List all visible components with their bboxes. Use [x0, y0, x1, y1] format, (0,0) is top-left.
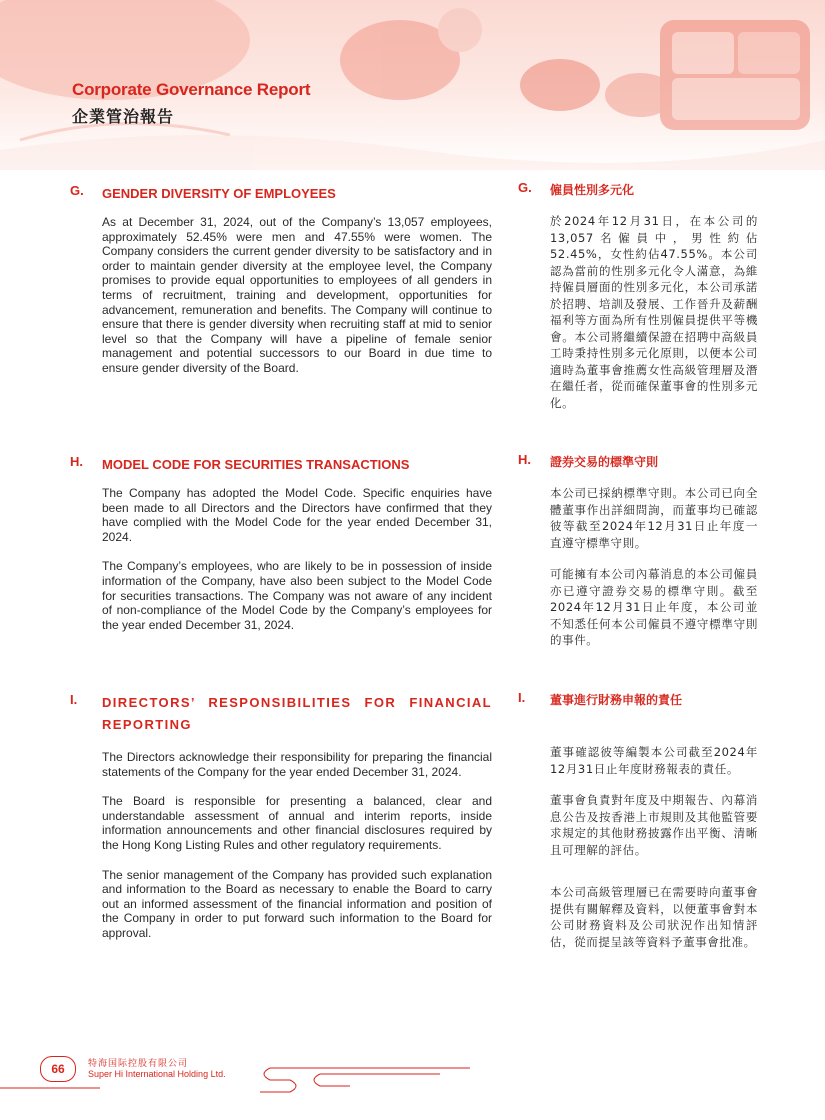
section-h-zh: [518, 452, 758, 649]
section-letter: H.: [518, 452, 531, 467]
section-title-zh: 僱員性別多元化: [550, 183, 635, 197]
section-title: DIRECTORS’ RESPONSIBILITIES FOR FINANCIAL REPORTING: [102, 695, 492, 732]
section-letter: I.: [518, 690, 526, 705]
section-letter: G.: [70, 183, 84, 198]
header-banner: [0, 0, 825, 170]
section-title: GENDER DIVERSITY OF EMPLOYEES: [102, 186, 336, 201]
page-number: 66: [40, 1056, 76, 1082]
section-i-zh: [518, 690, 758, 950]
section-paragraph: The Company’s employees, who are likely to be in possession of inside information of the Company, have also been subject to the Model Code for securities transactions. The Company was not aware of any incident of non-compliance of the Model Code by the Company’s employees for the year ended December 31, 2024.: [102, 559, 492, 632]
section-letter: H.: [70, 454, 83, 469]
company-name-en: Super Hi International Holding Ltd.: [88, 1069, 226, 1079]
page-footer: [0, 1040, 825, 1120]
section-paragraph: The Company has adopted the Model Code. Specific enquiries have been made to all Directors and the Directors have confirmed that they have complied with the Model Code for the year ended December 31, 2024.: [102, 486, 492, 544]
section-i-en: [70, 692, 492, 941]
report-title: Corporate Governance Report: [72, 80, 311, 99]
section-title-zh: 董事進行財務申報的責任: [550, 693, 683, 707]
section-paragraph: As at December 31, 2024, out of the Company’s 13,057 employees, approximately 52.45% were men and 47.55% were women. The Company considers the current gender diversity to be satisfactory and in order to maintain gender diversity at the employee level, the Company promises to provide equal opportunities to employees of all genders in terms of recruitment, training and development, opportunities for advancement, remuneration and benefits. The Company will continue to ensure that there is gender diversity when recruiting staff at mid to senior level so that the Company will have a pipeline of female senior management and potential successors to our Board in due time to ensure gender diversity of the Board.: [102, 215, 492, 375]
section-title-zh: 證券交易的標準守則: [550, 455, 659, 469]
section-paragraph-zh: 可能擁有本公司內幕消息的本公司僱員亦已遵守證券交易的標準守則。截至2024年12月31日止年度，本公司並不知悉任何本公司僱員不遵守標準守則的事件。: [550, 567, 758, 647]
section-paragraph: The Directors acknowledge their responsibility for preparing the financial statements of the Company for the year ended December 31, 2024.: [102, 750, 492, 779]
section-h-en: [70, 454, 492, 632]
section-paragraph: The senior management of the Company has provided such explanation and information to the Board as necessary to enable the Board to carry out an informed assessment of the financial information and position of the Company in order to put forward such information to the Board for approval.: [102, 867, 492, 940]
company-name-zh: 特海国际控股有限公司: [88, 1059, 189, 1069]
report-title-zh: 企業管治報告: [72, 107, 175, 126]
section-paragraph: The Board is responsible for presenting a balanced, clear and understandable assessment of annual and interim reports, inside information announcements and other financial disclosures required by the Hong Kong Listing Rules and other regulatory requirements.: [102, 794, 492, 852]
section-g-zh: [518, 180, 758, 411]
section-letter: G.: [518, 180, 532, 195]
footer-swoosh: [0, 1040, 825, 1120]
section-paragraph-zh: 本公司已採納標準守則。本公司已向全體董事作出詳細問詢，而董事均已確認彼等截至2024年12月31日止年度一直遵守標準守則。: [550, 486, 758, 550]
section-g-en: [70, 183, 492, 376]
section-paragraph-zh: 本公司高級管理層已在需要時向董事會提供有關解釋及資料，以便董事會對本公司財務資料及公司狀況作出知情評估，從而提呈該等資料予董事會批准。: [550, 885, 758, 949]
section-title: MODEL CODE FOR SECURITIES TRANSACTIONS: [102, 457, 410, 472]
section-paragraph-zh: 董事會負責對年度及中期報告、內幕消息公告及按香港上市規則及其他監管要求規定的其他財務披露作出平衡、清晰且可理解的評估。: [550, 793, 758, 857]
section-letter: I.: [70, 692, 78, 707]
section-paragraph-zh: 於2024年12月31日，在本公司的13,057名僱員中，男性約佔52.45%，女性約佔47.55%。本公司認為當前的性別多元化令人滿意，為維持僱員層面的性別多元化，本公司承諾於招聘、培訓及發展、工作晉升及薪酬福利等方面為所有性別僱員提供平等機會。本公司將繼續保證在招聘中高級員工時秉持性別多元化原則，以便本公司適時為董事會推薦女性高級管理層及潛在繼任者，從而確保董事會的性別多元化。: [550, 214, 758, 410]
section-paragraph-zh: 董事確認彼等編製本公司截至2024年12月31日止年度財務報表的責任。: [550, 745, 758, 776]
